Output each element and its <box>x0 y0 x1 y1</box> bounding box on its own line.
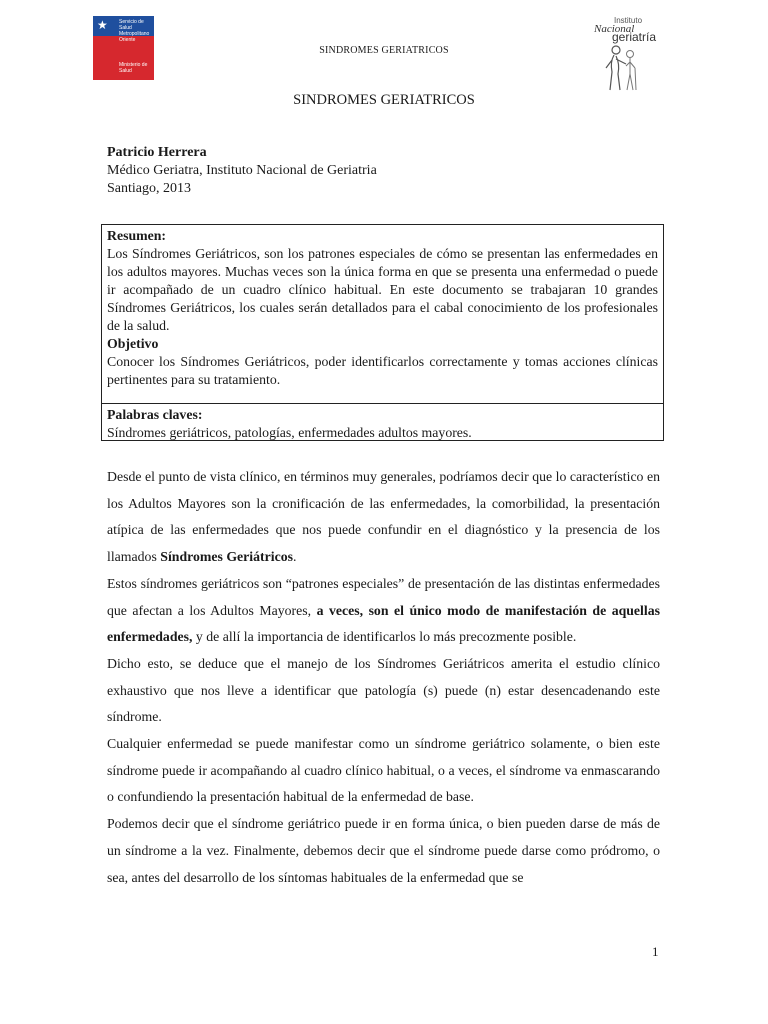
logo-left-text: Servicio de Salud Metropolitano Oriente <box>119 19 150 43</box>
author-name: Patricio Herrera <box>107 145 207 160</box>
emphasis-text: Síndromes Geriátricos <box>160 549 293 565</box>
logo-right-line1: Instituto <box>614 16 643 25</box>
body-text <box>107 464 660 891</box>
objetivo-heading: Objetivo <box>107 336 159 351</box>
objetivo-text: Conocer los Síndromes Geriátricos, poder identificarlos correctamente y tomas acciones clínicas pertinentes para su tratamiento. <box>107 354 658 387</box>
logo-right-line3: geriatría <box>612 30 657 44</box>
document-title: SINDROMES GERIATRICOS <box>293 92 475 108</box>
place-date: Santiago, 2013 <box>107 181 191 196</box>
resumen-text: Los Síndromes Geriátricos, son los patrones especiales de cómo se presentan las enfermedades en los adultos mayores. Muchas veces son la única forma en que se presenta una enfermedad o puede ir acompañado de un cuadro clínico habitual. En este documento se trabajaran 10 grandes Síndromes Geriátricos, los cuales serán detallados para el cabal conocimiento de los profesionales de la salud. <box>107 246 658 333</box>
institute-logo <box>594 16 674 94</box>
body-paragraph-3: Dicho esto, se deduce que el manejo de los Síndromes Geriátricos amerita el estudio clínico exhaustivo que nos lleve a identificar que patología (s) puede (n) estar desencadenando este síndrome. <box>107 655 660 725</box>
running-header: SINDROMES GERIATRICOS <box>319 45 449 56</box>
elderly-figure-icon <box>602 44 642 94</box>
body-paragraph-5: Podemos decir que el síndrome geriátrico puede ir en forma única, o bien pueden darse de más de un síndrome a la vez. Finalmente, debemos decir que el síndrome puede darse como pródromo, o sea, antes del desarrollo de los síntomas habituales de la enfermedad que se <box>107 816 660 885</box>
body-paragraph-4: Cualquier enfermedad se puede manifestar como un síndrome geriátrico solamente, o bien este síndrome puede ir acompañando al cuadro clínico habitual, o a veces, el síndrome va enmascarando o confundiendo la presentación habitual de la enfermedad de base. <box>107 736 660 805</box>
page-number: 1 <box>652 944 659 959</box>
logo-left-ministry-text: Ministerio de Salud <box>119 62 148 74</box>
emphasis-text: a veces, son el único modo de manifestación de aquellas enfermedades, <box>107 602 660 645</box>
abstract-box <box>101 224 664 404</box>
resumen-heading: Resumen: <box>107 228 167 243</box>
keywords-text: Síndromes geriátricos, patologías, enfermedades adultos mayores. <box>107 425 472 440</box>
body-paragraph-1: Desde el punto de vista clínico, en términos muy generales, podríamos decir que lo característico en los Adultos Mayores son la cronificación de las enfermedades, la comorbilidad, la presentación atípica de las enfermedades que nos puede confundir en el diagnóstico y la presencia de los llamados Síndromes Geriátricos. <box>107 469 660 565</box>
keywords-box <box>101 404 664 441</box>
star-icon: ★ <box>97 18 108 32</box>
logo-right-line2: Nacional <box>594 23 635 35</box>
author-affiliation: Médico Geriatra, Instituto Nacional de Geriatria <box>107 163 377 178</box>
keywords-heading: Palabras claves: <box>107 407 203 422</box>
body-paragraph-2: Estos síndromes geriátricos son “patrones especiales” de presentación de las distintas enfermedades que afectan a los Adultos Mayores, a veces, son el único modo de manifestación de aquellas enfermedades, y de allí la importancia de identificarlos lo más precozmente posible. <box>107 575 660 645</box>
